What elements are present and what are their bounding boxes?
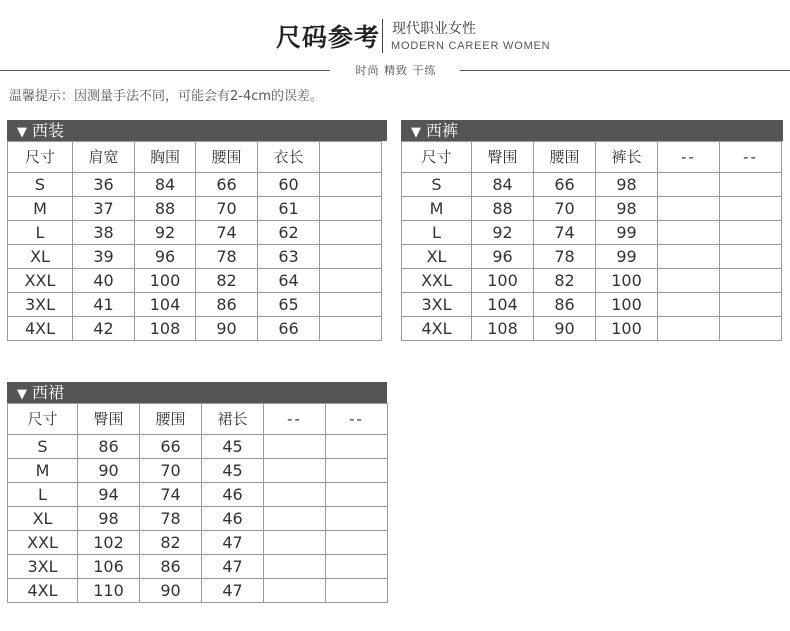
measurement-cell: 66 <box>534 173 596 197</box>
measurement-cell: 106 <box>78 555 140 579</box>
measurement-cell <box>720 317 782 341</box>
measurement-cell: 100 <box>596 293 658 317</box>
size-cell: 4XL <box>8 317 73 341</box>
size-cell: M <box>8 197 73 221</box>
size-cell: L <box>8 221 73 245</box>
table-row <box>402 173 782 197</box>
measurement-cell <box>320 221 382 245</box>
measurement-cell: 108 <box>472 317 534 341</box>
measurement-cell: 98 <box>78 507 140 531</box>
measurement-cell: 102 <box>78 531 140 555</box>
measurement-cell: 84 <box>472 173 534 197</box>
measurement-cell: 104 <box>135 293 196 317</box>
measurement-cell <box>720 221 782 245</box>
measurement-cell: 98 <box>596 173 658 197</box>
skirt-chart-title: 西裙 <box>32 383 65 402</box>
header-divider <box>382 19 383 53</box>
measurement-cell <box>658 221 720 245</box>
measurement-cell: 74 <box>534 221 596 245</box>
measurement-cell <box>264 507 326 531</box>
column-header: 裤长 <box>596 142 658 173</box>
table-row <box>8 173 382 197</box>
measurement-cell <box>720 269 782 293</box>
measurement-cell: 42 <box>73 317 135 341</box>
column-header: 肩宽 <box>73 142 135 173</box>
measurement-cell: 66 <box>140 435 202 459</box>
measurement-cell: 92 <box>472 221 534 245</box>
size-cell: XXL <box>8 531 78 555</box>
measurement-cell <box>264 483 326 507</box>
measurement-cell: 65 <box>258 293 320 317</box>
measurement-cell: 86 <box>78 435 140 459</box>
table-row <box>8 435 388 459</box>
table-row <box>8 221 382 245</box>
measurement-cell: 64 <box>258 269 320 293</box>
measurement-cell: 45 <box>202 459 264 483</box>
pants-chart-header <box>401 120 783 141</box>
measurement-cell: 36 <box>73 173 135 197</box>
size-cell: M <box>402 197 472 221</box>
rule-right <box>460 70 790 71</box>
suit-size-chart <box>7 120 387 341</box>
measurement-cell: 86 <box>534 293 596 317</box>
measurement-cell: 88 <box>472 197 534 221</box>
measurement-cell: 47 <box>202 555 264 579</box>
size-cell: M <box>8 459 78 483</box>
table-row <box>8 459 388 483</box>
table-header-row <box>8 142 382 173</box>
measurement-cell: 90 <box>78 459 140 483</box>
measurement-cell: 74 <box>196 221 258 245</box>
skirt-table <box>7 403 388 603</box>
table-row <box>8 269 382 293</box>
measurement-tip: 温馨提示：因测量手法不同，可能会有2-4cm的误差。 <box>9 89 324 104</box>
size-cell: 4XL <box>402 317 472 341</box>
size-cell: S <box>402 173 472 197</box>
subtitle-cn: 现代职业女性 <box>392 21 476 37</box>
measurement-cell: 92 <box>135 221 196 245</box>
subtitle-en: MODERN CAREER WOMEN <box>391 40 551 52</box>
measurement-cell: 100 <box>472 269 534 293</box>
measurement-cell <box>264 579 326 603</box>
slogan: 时尚 精致 干练 <box>355 64 437 77</box>
column-header: 胸围 <box>135 142 196 173</box>
column-header: 臀围 <box>472 142 534 173</box>
rule-left <box>0 70 330 71</box>
measurement-cell: 47 <box>202 579 264 603</box>
measurement-cell: 100 <box>596 317 658 341</box>
pants-size-chart <box>401 120 783 341</box>
size-cell: L <box>8 483 78 507</box>
measurement-cell: 90 <box>196 317 258 341</box>
measurement-cell: 78 <box>140 507 202 531</box>
measurement-cell: 82 <box>534 269 596 293</box>
measurement-cell: 99 <box>596 221 658 245</box>
measurement-cell: 82 <box>140 531 202 555</box>
measurement-cell: 94 <box>78 483 140 507</box>
size-cell: XXL <box>402 269 472 293</box>
suit-table <box>7 141 382 341</box>
table-row <box>402 197 782 221</box>
measurement-cell: 82 <box>196 269 258 293</box>
table-row <box>8 507 388 531</box>
measurement-cell: 104 <box>472 293 534 317</box>
column-header: 尺寸 <box>402 142 472 173</box>
column-header: 尺寸 <box>8 404 78 435</box>
size-cell: 3XL <box>8 555 78 579</box>
triangle-down-icon: ▼ <box>17 125 27 140</box>
measurement-cell: 61 <box>258 197 320 221</box>
size-cell: L <box>402 221 472 245</box>
measurement-cell: 98 <box>596 197 658 221</box>
column-header: -- <box>720 142 782 173</box>
measurement-cell <box>326 483 388 507</box>
measurement-cell: 66 <box>258 317 320 341</box>
column-header: -- <box>264 404 326 435</box>
measurement-cell: 86 <box>140 555 202 579</box>
triangle-down-icon: ▼ <box>17 387 27 402</box>
table-row <box>402 317 782 341</box>
column-header: 腰围 <box>140 404 202 435</box>
measurement-cell <box>264 555 326 579</box>
size-cell: XL <box>8 507 78 531</box>
measurement-cell: 38 <box>73 221 135 245</box>
column-header: 腰围 <box>534 142 596 173</box>
measurement-cell: 96 <box>135 245 196 269</box>
measurement-cell <box>658 293 720 317</box>
measurement-cell <box>326 531 388 555</box>
column-header: 腰围 <box>196 142 258 173</box>
measurement-cell: 90 <box>140 579 202 603</box>
suit-chart-title: 西装 <box>32 121 65 140</box>
table-row <box>8 197 382 221</box>
table-row <box>8 245 382 269</box>
column-header: -- <box>326 404 388 435</box>
column-header: 尺寸 <box>8 142 73 173</box>
measurement-cell <box>264 435 326 459</box>
measurement-cell: 39 <box>73 245 135 269</box>
measurement-cell: 37 <box>73 197 135 221</box>
measurement-cell <box>320 197 382 221</box>
size-cell: XL <box>402 245 472 269</box>
table-header-row <box>8 404 388 435</box>
measurement-cell: 70 <box>534 197 596 221</box>
measurement-cell: 84 <box>135 173 196 197</box>
measurement-cell <box>658 317 720 341</box>
measurement-cell: 46 <box>202 483 264 507</box>
measurement-cell: 108 <box>135 317 196 341</box>
measurement-cell: 100 <box>135 269 196 293</box>
column-header: 臀围 <box>78 404 140 435</box>
measurement-cell <box>326 459 388 483</box>
measurement-cell: 45 <box>202 435 264 459</box>
measurement-cell <box>320 173 382 197</box>
measurement-cell <box>320 293 382 317</box>
size-cell: 3XL <box>8 293 73 317</box>
suit-chart-header <box>7 120 387 141</box>
measurement-cell <box>320 317 382 341</box>
measurement-cell: 74 <box>140 483 202 507</box>
size-cell: 4XL <box>8 579 78 603</box>
measurement-cell <box>320 245 382 269</box>
measurement-cell <box>320 269 382 293</box>
column-header: 衣长 <box>258 142 320 173</box>
measurement-cell <box>326 507 388 531</box>
table-row <box>402 293 782 317</box>
measurement-cell <box>326 435 388 459</box>
table-row <box>402 245 782 269</box>
measurement-cell <box>264 531 326 555</box>
skirt-size-chart <box>7 382 387 603</box>
measurement-cell: 96 <box>472 245 534 269</box>
measurement-cell: 62 <box>258 221 320 245</box>
measurement-cell: 110 <box>78 579 140 603</box>
measurement-cell <box>720 197 782 221</box>
column-header: -- <box>658 142 720 173</box>
table-row <box>8 531 388 555</box>
measurement-cell: 100 <box>596 269 658 293</box>
triangle-down-icon: ▼ <box>411 125 421 140</box>
measurement-cell <box>720 173 782 197</box>
measurement-cell: 63 <box>258 245 320 269</box>
table-row <box>8 317 382 341</box>
measurement-cell <box>264 459 326 483</box>
measurement-cell: 99 <box>596 245 658 269</box>
table-row <box>402 269 782 293</box>
measurement-cell: 88 <box>135 197 196 221</box>
table-row <box>8 483 388 507</box>
pants-chart-title: 西裤 <box>426 121 459 140</box>
measurement-cell: 78 <box>196 245 258 269</box>
measurement-cell: 90 <box>534 317 596 341</box>
measurement-cell: 86 <box>196 293 258 317</box>
size-cell: S <box>8 435 78 459</box>
measurement-cell <box>326 555 388 579</box>
measurement-cell: 41 <box>73 293 135 317</box>
measurement-cell: 47 <box>202 531 264 555</box>
measurement-cell: 66 <box>196 173 258 197</box>
size-cell: XXL <box>8 269 73 293</box>
measurement-cell <box>658 197 720 221</box>
size-cell: 3XL <box>402 293 472 317</box>
column-header: 裙长 <box>202 404 264 435</box>
measurement-cell <box>658 173 720 197</box>
skirt-chart-header <box>7 382 387 403</box>
measurement-cell: 70 <box>140 459 202 483</box>
table-header-row <box>402 142 782 173</box>
table-row <box>8 293 382 317</box>
table-row <box>402 221 782 245</box>
size-cell: S <box>8 173 73 197</box>
measurement-cell <box>720 293 782 317</box>
column-header <box>320 142 382 173</box>
measurement-cell <box>658 245 720 269</box>
page-title: 尺码参考 <box>276 23 381 52</box>
pants-table <box>401 141 782 341</box>
table-row <box>8 555 388 579</box>
measurement-cell <box>720 245 782 269</box>
measurement-cell: 70 <box>196 197 258 221</box>
measurement-cell: 40 <box>73 269 135 293</box>
table-row <box>8 579 388 603</box>
measurement-cell: 60 <box>258 173 320 197</box>
measurement-cell <box>326 579 388 603</box>
size-cell: XL <box>8 245 73 269</box>
measurement-cell: 78 <box>534 245 596 269</box>
measurement-cell <box>658 269 720 293</box>
measurement-cell: 46 <box>202 507 264 531</box>
